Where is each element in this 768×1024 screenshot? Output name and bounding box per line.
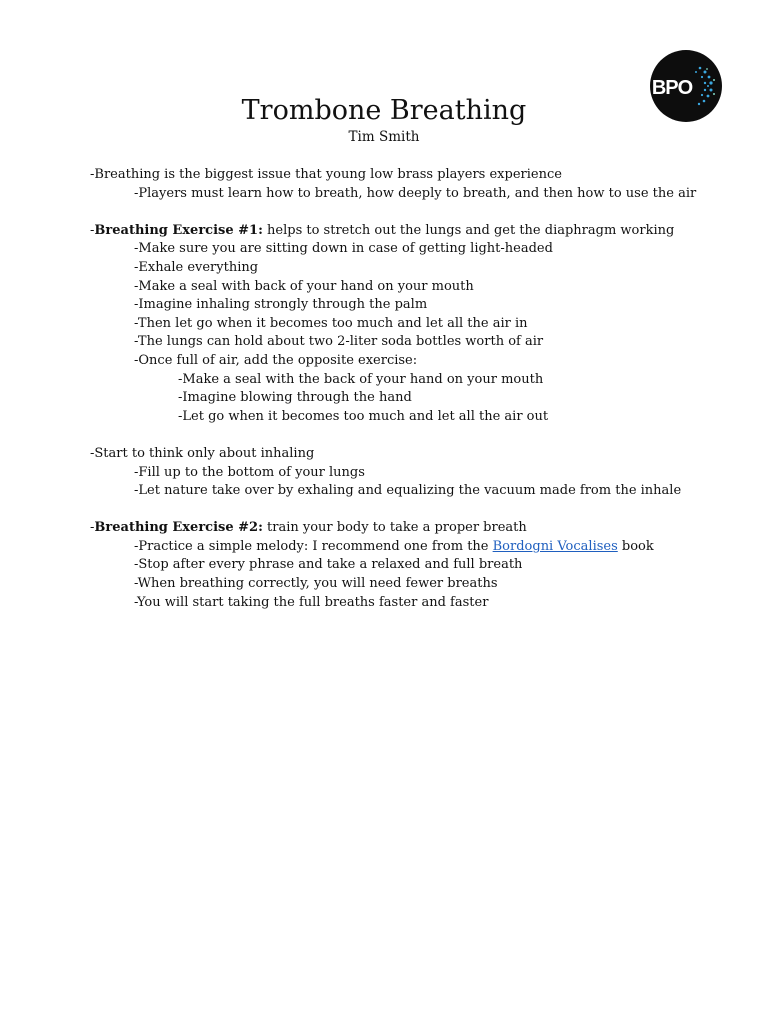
- list-item: -Once full of air, add the opposite exercise:: [134, 352, 418, 368]
- list-item: -Exhale everything: [134, 259, 259, 275]
- melody-suffix: book: [617, 538, 654, 554]
- exercise1-description: helps to stretch out the lungs and get the diaphragm working: [262, 222, 675, 238]
- list-item: -Make sure you are sitting down in case of getting light-headed: [134, 241, 553, 257]
- intro-subline: -Players must learn how to breath, how deeply to breath, and then how to use the air: [134, 185, 697, 201]
- melody-prefix: -Practice a simple melody: I recommend one from the: [134, 538, 493, 554]
- exercise2-description: train your body to take a proper breath: [262, 520, 527, 536]
- list-subitem: -Let go when it becomes too much and let all the air out: [178, 408, 549, 424]
- inhale-heading: -Start to think only about inhaling: [90, 445, 315, 461]
- bordogni-vocalises-link[interactable]: Bordogni Vocalises: [492, 538, 618, 554]
- exercise2-label: Breathing Exercise #2:: [94, 520, 263, 536]
- document-body: [90, 166, 730, 612]
- list-item: [90, 538, 730, 557]
- list-subitem: -Imagine blowing through the hand: [178, 390, 412, 406]
- exercise1-heading: -Breathing Exercise #1: helps to stretch out the lungs and get the diaphragm working: [90, 222, 675, 238]
- page-title: Trombone Breathing: [241, 95, 527, 126]
- list-item: -The lungs can hold about two 2-liter soda bottles worth of air: [134, 334, 544, 350]
- list-item: -You will start taking the full breaths faster and faster: [134, 594, 489, 610]
- list-item: -Then let go when it becomes too much and let all the air in: [134, 315, 528, 331]
- exercise2-heading: -Breathing Exercise #2: train your body to take a proper breath: [90, 520, 527, 536]
- list-item: -Fill up to the bottom of your lungs: [134, 464, 365, 480]
- author-name: Tim Smith: [348, 129, 420, 145]
- intro-line: -Breathing is the biggest issue that young low brass players experience: [90, 167, 562, 182]
- list-item: -Stop after every phrase and take a relaxed and full breath: [134, 557, 523, 573]
- list-item: -Imagine inhaling strongly through the palm: [134, 297, 428, 313]
- list-item: -When breathing correctly, you will need fewer breaths: [134, 576, 498, 592]
- list-item: -Let nature take over by exhaling and equalizing the vacuum made from the inhale: [134, 483, 682, 499]
- exercise1-label: Breathing Exercise #1:: [94, 222, 263, 238]
- list-item: -Make a seal with back of your hand on your mouth: [134, 278, 474, 294]
- svg-text:BPO: BPO: [651, 77, 693, 99]
- list-subitem: -Make a seal with the back of your hand on your mouth: [178, 371, 544, 387]
